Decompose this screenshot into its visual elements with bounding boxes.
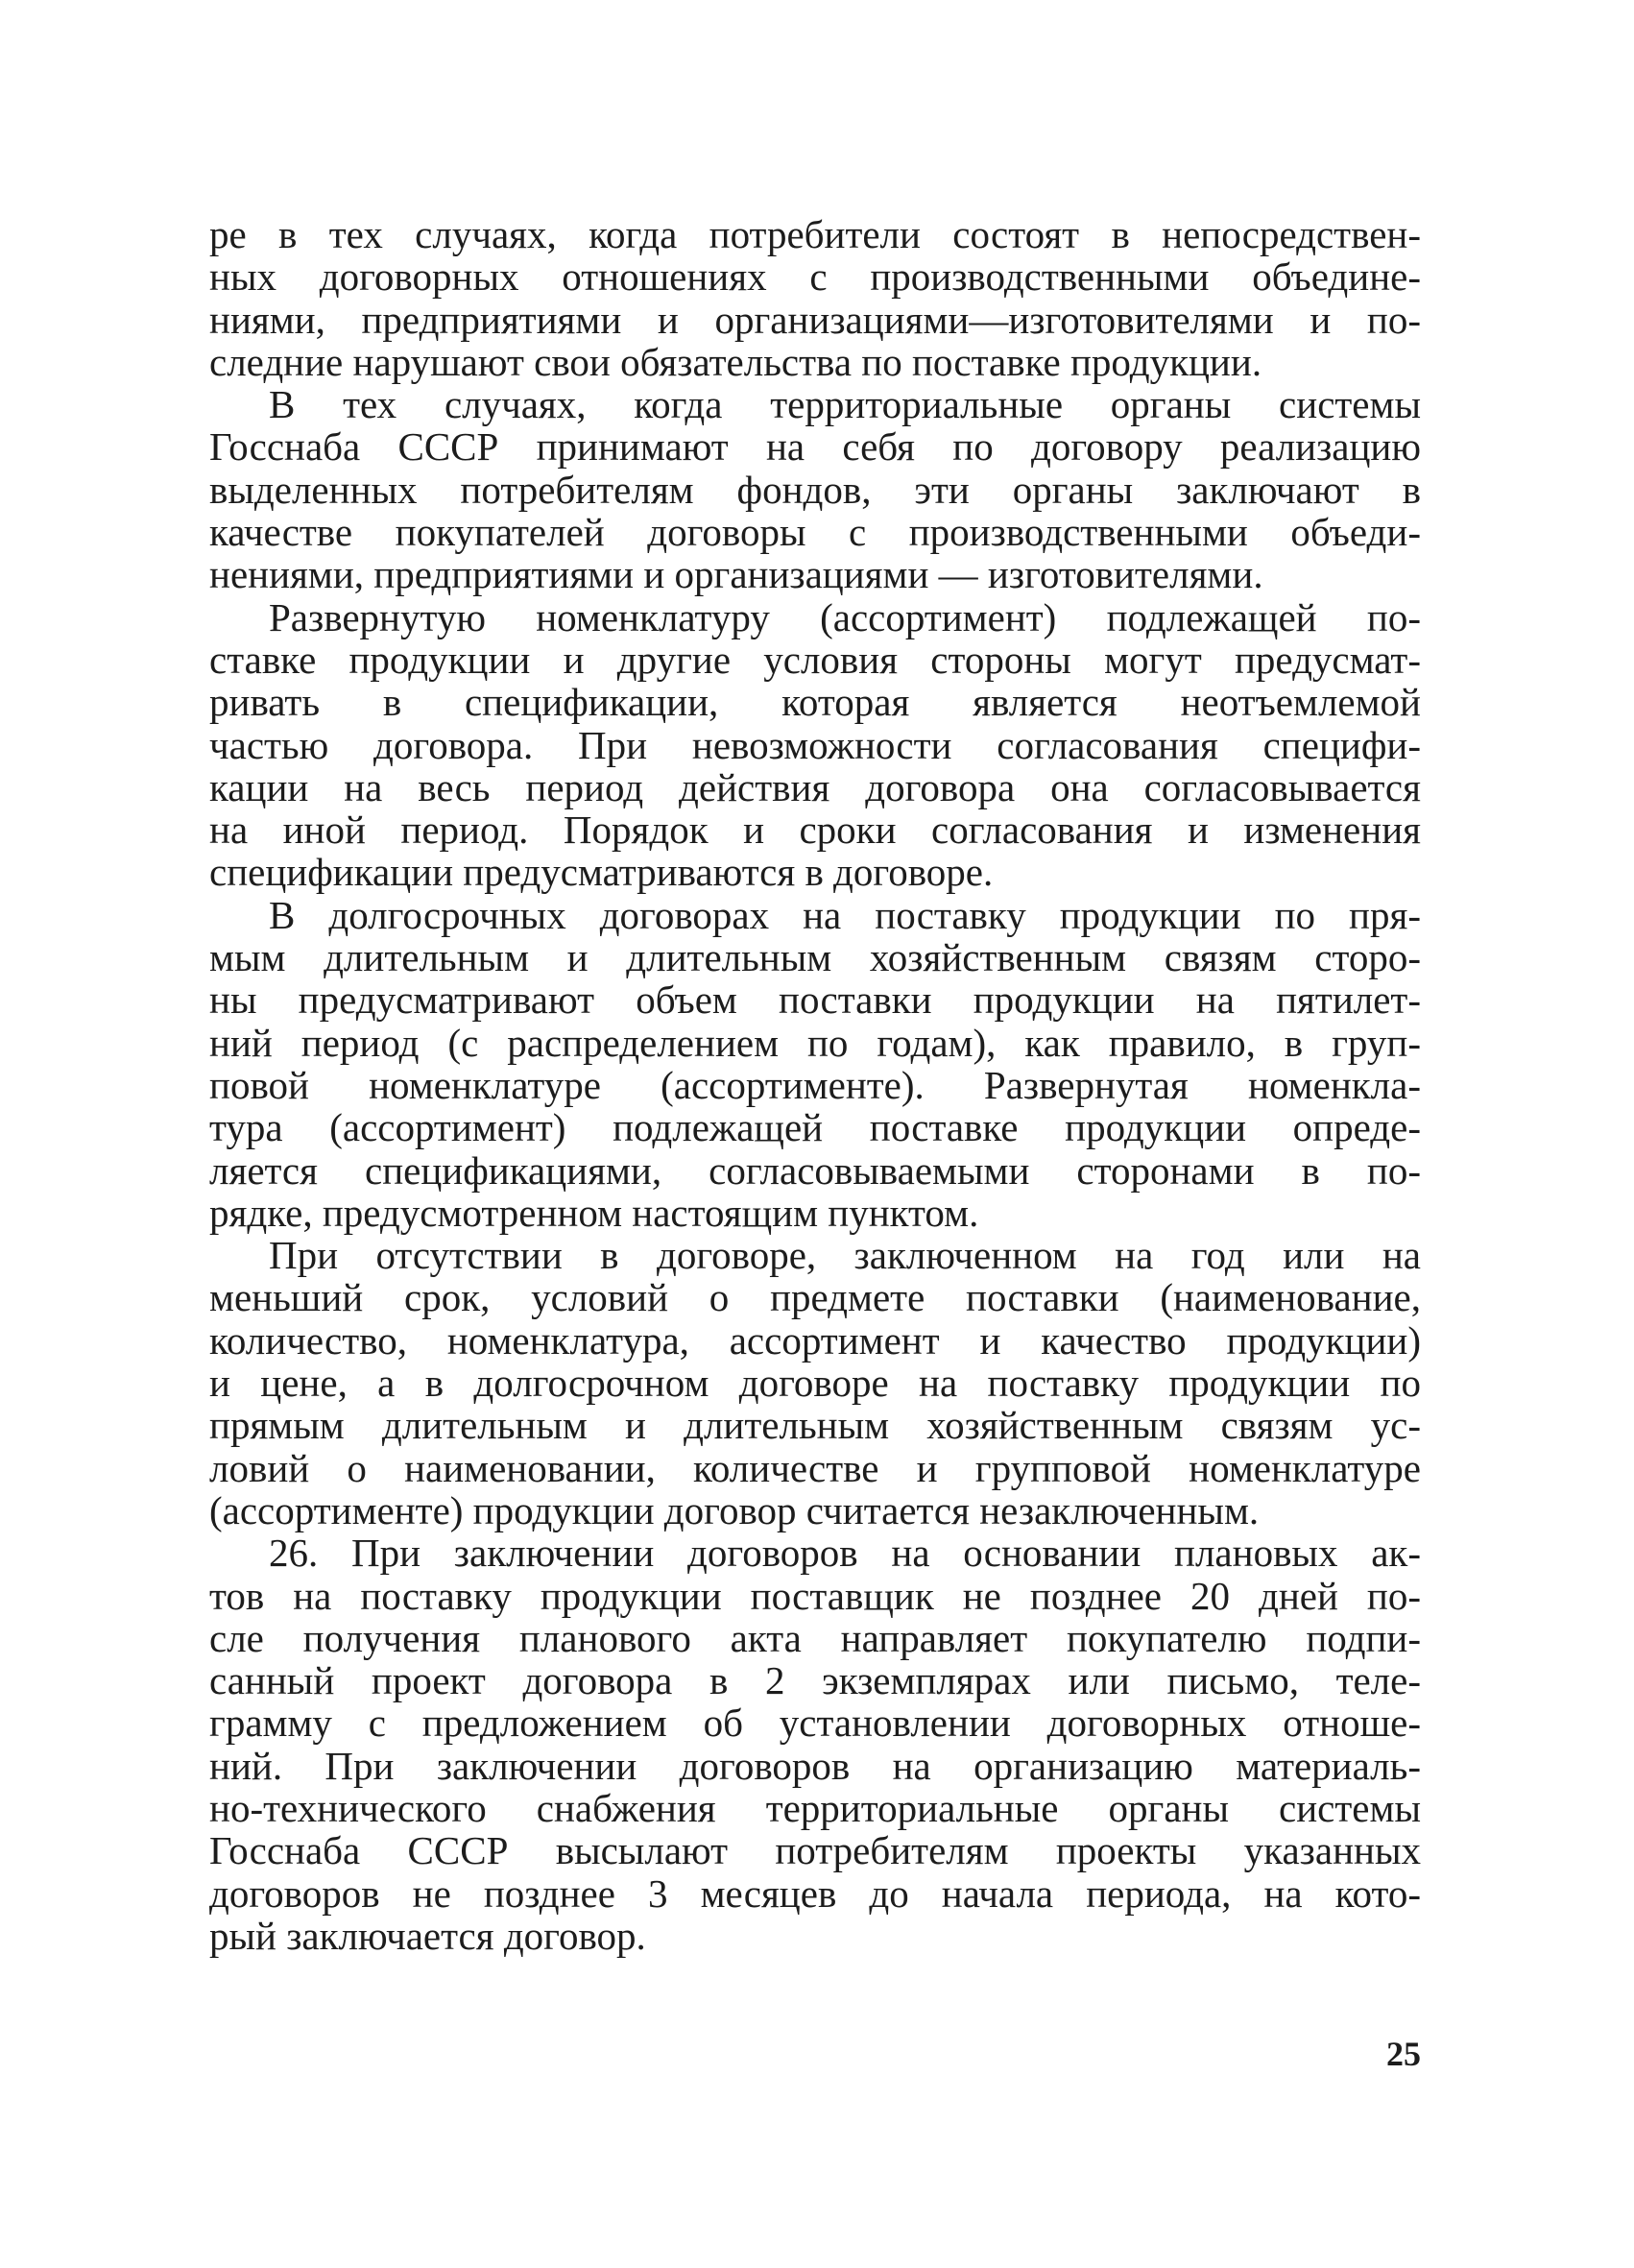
body-text	[209, 213, 1421, 1957]
text-line: Госснаба СССР высылают потребителям проекты указанных	[209, 1828, 1421, 1873]
text-line: ривать в спецификации, которая является неотъемлемой	[209, 680, 1421, 725]
text-line: ний период (с распределением по годам), как правило, в груп-	[209, 1020, 1421, 1065]
text-line: нениями, предприятиями и организациями — изготовителями.	[209, 552, 1263, 597]
text-line: количество, номенклатура, ассортимент и качество продукции)	[209, 1317, 1421, 1363]
text-line: тура (ассортимент) подлежащей поставке продукции опреде-	[209, 1105, 1421, 1150]
text-line: ре в тех случаях, когда потребители состоят в непосредствен-	[209, 212, 1421, 256]
text-line: В долгосрочных договорах на поставку продукции по пря-	[269, 892, 1421, 937]
text-line: рядке, предусмотренном настоящим пунктом.	[209, 1190, 979, 1235]
paragraph-item-26	[209, 1532, 1421, 1957]
text-line: меньший срок, условий о предмете поставки (наименование,	[209, 1275, 1421, 1320]
text-line: ны предусматривают объем поставки продукции на пятилет-	[209, 977, 1421, 1023]
paragraph-unconcluded-contract	[209, 1234, 1421, 1532]
text-line: но-технического снабжения территориальные органы системы	[209, 1785, 1421, 1830]
paragraph-long-term-contracts	[209, 894, 1421, 1234]
text-line: Развернутую номенклатуру (ассортимент) подлежащей по-	[269, 594, 1421, 639]
text-line: частью договора. При невозможности согласования специфи-	[209, 722, 1421, 767]
text-line: выделенных потребителям фондов, эти органы заключают в	[209, 467, 1421, 512]
paragraph-specification	[209, 596, 1421, 894]
text-line: санный проект договора в 2 экземплярах или письмо, теле-	[209, 1658, 1421, 1703]
text-line: ловий о наименовании, количестве и групповой номенклатуре	[209, 1445, 1421, 1490]
text-line: 26. При заключении договоров на основании плановых ак-	[269, 1531, 1421, 1576]
text-line: качестве покупателей договоры с производственными объеди-	[209, 510, 1421, 555]
text-line: ляется спецификациями, согласовываемыми сторонами в по-	[209, 1147, 1421, 1193]
text-line: мым длительным и длительным хозяйственным связям сторо-	[209, 935, 1421, 980]
text-line: рый заключается договор.	[209, 1913, 646, 1958]
text-line: Госснаба СССР принимают на себя по договору реализацию	[209, 424, 1421, 470]
text-line: прямым длительным и длительным хозяйственным связям ус-	[209, 1403, 1421, 1448]
text-line: сле получения планового акта направляет покупателю подпи-	[209, 1615, 1421, 1660]
text-line: При отсутствии в договоре, заключенном на год или на	[269, 1233, 1421, 1278]
paragraph-gossnab-territorial-organs	[209, 383, 1421, 595]
text-line: ниями, предприятиями и организациями—изготовителями и по-	[209, 297, 1421, 342]
paragraph-continuation	[209, 213, 1421, 383]
text-line: договоров не позднее 3 месяцев до начала периода, на кото-	[209, 1870, 1421, 1916]
text-line: следние нарушают свои обязательства по поставке продукции.	[209, 339, 1262, 384]
text-line: (ассортименте) продукции договор считается незаключенным.	[209, 1487, 1260, 1532]
text-line: ний. При заключении договоров на организацию материаль-	[209, 1743, 1421, 1788]
text-line: кации на весь период действия договора она согласовывается	[209, 764, 1421, 809]
text-line: ставке продукции и другие условия стороны могут предусмат-	[209, 637, 1421, 682]
text-line: тов на поставку продукции поставщик не позднее 20 дней по-	[209, 1573, 1421, 1618]
text-line: грамму с предложением об установлении договорных отноше-	[209, 1701, 1421, 1746]
text-line: В тех случаях, когда территориальные органы системы	[269, 382, 1421, 427]
text-line: повой номенклатуре (ассортименте). Развернутая номенкла-	[209, 1062, 1421, 1107]
text-line: ных договорных отношениях с производственными объедине-	[209, 254, 1421, 300]
page-number: 25	[1386, 2035, 1421, 2073]
text-line: и цене, а в долгосрочном договоре на поставку продукции по	[209, 1361, 1421, 1406]
text-line: спецификации предусматриваются в договоре.	[209, 850, 994, 895]
text-line: на иной период. Порядок и сроки согласования и изменения	[209, 808, 1421, 853]
